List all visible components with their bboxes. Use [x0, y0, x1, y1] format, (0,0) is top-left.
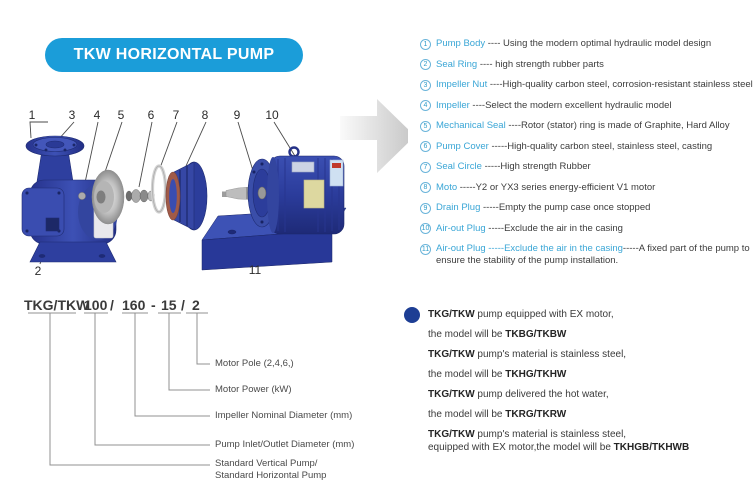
parts-list — [420, 38, 754, 276]
callout-7: 7 — [172, 108, 180, 122]
parts-list-item — [420, 120, 754, 132]
right-arrow-icon — [340, 99, 408, 173]
part-name: Drain Plug — [436, 202, 481, 213]
pump-cover — [166, 162, 207, 230]
item-number-badge: 10 — [421, 225, 430, 232]
variant-line: TKG/TKW pump's material is stainless steel, — [428, 349, 627, 360]
variant-line: TKG/TKW pump's material is stainless steel, — [428, 429, 627, 440]
item-number-badge: 6 — [420, 141, 431, 152]
part-name: Air-out Plug — [436, 222, 486, 234]
part-name: Pump Cover — [436, 140, 489, 152]
callout-6: 6 — [147, 108, 155, 122]
variant-line: TKG/TKW pump equipped with EX motor, — [428, 309, 614, 320]
label-inlet-outlet: Pump Inlet/Outlet Diameter (mm) — [215, 439, 355, 450]
part-desc: -----Empty the pump case once stopped — [480, 202, 651, 213]
part-desc: -----A fixed part of the pump to ensure the stability of the pump installation. — [436, 243, 750, 266]
parts-list-item — [420, 79, 754, 91]
callout-4: 4 — [93, 108, 101, 122]
title-banner — [45, 38, 303, 72]
model-sep: / — [181, 297, 185, 313]
model-seg-15: 15 — [161, 297, 177, 313]
part-desc: ----Rotor (stator) ring is made of Graphite, Hard Alloy — [505, 120, 730, 131]
item-number-badge: 8 — [420, 182, 431, 193]
label-motor-pole: Motor Pole (2,4,6,) — [215, 358, 294, 369]
model-seg-160: 160 — [122, 297, 146, 313]
item-number-badge: 5 — [420, 121, 431, 132]
motor-body — [267, 148, 344, 235]
model-sep: / — [110, 297, 114, 313]
parts-list-item — [420, 141, 754, 153]
pump-exploded-diagram — [8, 92, 408, 287]
callout-1: 1 — [28, 108, 36, 122]
label-standard-horizontal: Standard Horizontal Pump — [215, 470, 327, 481]
item-number-badge: 3 — [420, 80, 431, 91]
part-name: Mechanical Seal — [436, 120, 506, 131]
impeller — [92, 170, 124, 224]
part-name: Impeller — [436, 99, 470, 111]
item-number-badge: 1 — [420, 39, 431, 50]
callout-11: 11 — [248, 263, 262, 277]
part-desc: ---- high strength rubber parts — [477, 58, 604, 70]
parts-list-item — [420, 161, 754, 173]
part-name: Seal Circle — [436, 161, 482, 172]
part-desc: -----Y2 or YX3 series energy-efficient V1 motor — [457, 181, 656, 193]
mechanical-seal — [126, 190, 154, 203]
parts-list-item — [420, 223, 754, 235]
part-name: Moto — [436, 181, 458, 193]
parts-list-item — [420, 100, 754, 112]
part-desc: ---- Using the modern optimal hydraulic model design — [485, 38, 712, 49]
callout-3: 3 — [68, 108, 76, 122]
part-name: Pump Body — [436, 38, 486, 49]
callout-5: 5 — [117, 108, 125, 122]
bullet-dot-icon — [404, 307, 420, 323]
callout-10: 10 — [265, 108, 279, 122]
variant-line: the model will be TKHG/TKHW — [428, 369, 567, 380]
label-motor-power: Motor Power (kW) — [215, 384, 292, 395]
item-number-badge: 2 — [420, 59, 431, 70]
part-name: Seal Ring — [436, 58, 478, 70]
part-name: Air-out Plug -----Exclude the air in the casing — [436, 243, 623, 254]
variant-line: TKG/TKW pump delivered the hot water, — [428, 389, 609, 400]
variant-line: the model will be TKBG/TKBW — [428, 329, 567, 340]
item-number-badge: 11 — [421, 245, 430, 253]
part-desc: -----High strength Rubber — [481, 161, 591, 172]
part-desc: ----High-quality carbon steel, corrosion-resistant stainless steel — [487, 79, 753, 90]
parts-list-item — [420, 59, 754, 71]
callout-2: 2 — [34, 264, 42, 278]
item-number-badge: 9 — [420, 203, 431, 214]
model-connector-lines — [0, 295, 400, 495]
part-desc: -----High-quality carbon steel, stainless steel, casting — [488, 140, 713, 152]
label-standard-vertical: Standard Vertical Pump/ — [215, 458, 318, 469]
part-desc: -----Exclude the air in the casing — [485, 222, 623, 234]
model-variants — [428, 309, 689, 462]
callout-8: 8 — [201, 108, 209, 122]
seal-circle — [153, 166, 166, 212]
variant-line: equipped with EX motor,the model will be TKHGB/TKHWB — [428, 442, 690, 453]
parts-list-item — [420, 182, 754, 194]
part-desc: ----Select the modern excellent hydraulic model — [469, 99, 672, 111]
item-number-badge: 7 — [420, 162, 431, 173]
item-number-badge: 4 — [420, 100, 431, 111]
model-seg-100: 100 — [84, 297, 108, 313]
model-seg-2: 2 — [192, 297, 200, 313]
callout-9: 9 — [233, 108, 241, 122]
impeller-nut — [78, 192, 85, 199]
page-title: TKW HORIZONTAL PUMP — [73, 46, 275, 63]
parts-list-item — [420, 202, 754, 214]
parts-list-item — [420, 243, 754, 267]
variant-line: the model will be TKRG/TKRW — [428, 409, 567, 420]
model-prefix: TKG/TKW — [24, 297, 90, 313]
parts-list-item — [420, 38, 754, 50]
part-name: Impeller Nut — [436, 79, 488, 90]
model-sep: - — [151, 297, 156, 313]
label-impeller-diameter: Impeller Nominal Diameter (mm) — [215, 410, 353, 421]
